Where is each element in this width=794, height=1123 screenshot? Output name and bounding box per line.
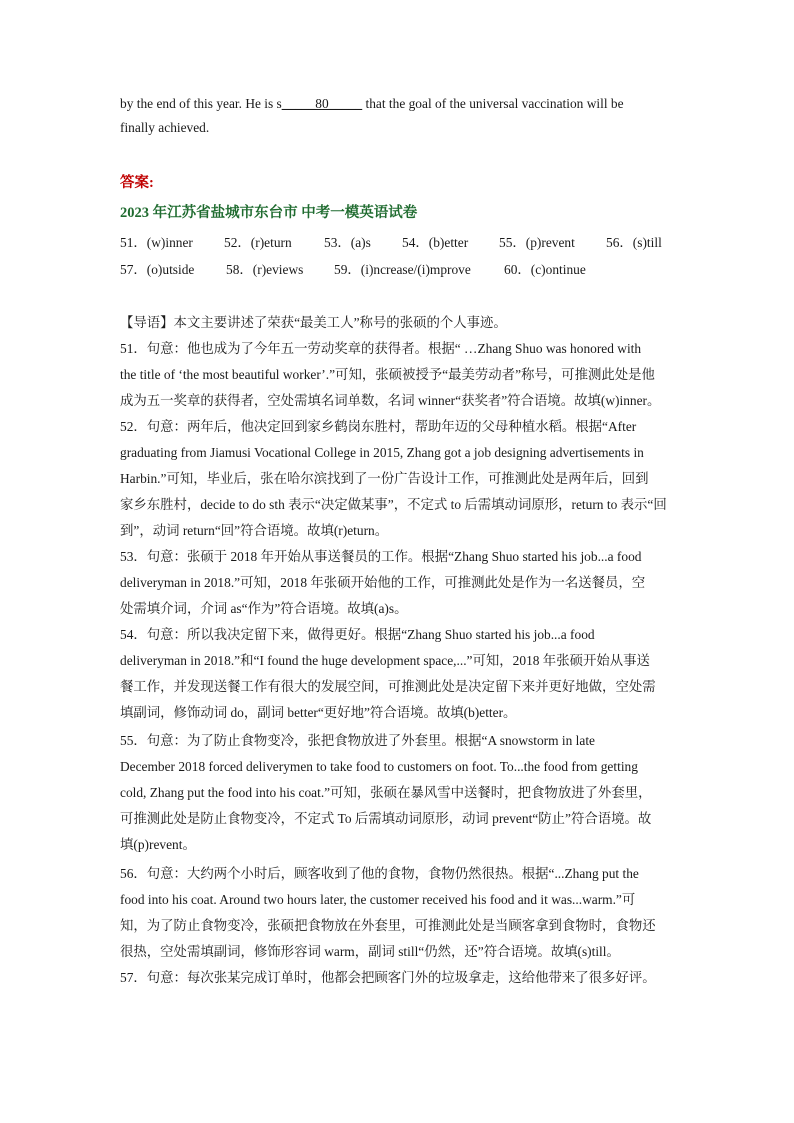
explanation-line: 知，为了防止食物变冷，张硕把食物放在外套里，可推测此处是当顾客拿到食物时，食物还: [120, 918, 656, 933]
explanation-line: 可推测此处是防止食物变冷，不定式 To 后需填动词原形，动词 prevent“防止”符合语境。故: [120, 811, 652, 826]
explanation-line: 52．句意：两年后，他决定回到家乡鹤岗东胜村，帮助年迈的父母种植水稻。根据“After: [120, 419, 637, 434]
explanation-line: 53．句意：张硕于 2018 年开始从事送餐员的工作。根据“Zhang Shuo started his job...a food: [120, 549, 642, 564]
answer-58: 58．(r)eviews: [226, 262, 304, 277]
answers-row-1: [120, 230, 680, 256]
answer-56: 56．(s)till: [606, 235, 662, 250]
exam-title: 2023 年江苏省盐城市东台市 中考一模英语试卷: [120, 205, 418, 221]
explanation-line: deliveryman in 2018.”可知，2018 年张硕开始他的工作，可推测此处是作为一名送餐员，空: [120, 575, 646, 590]
answer-54: 54．(b)etter: [402, 235, 469, 250]
explanation-line: 【导语】本文主要讲述了荣获“最美工人”称号的张硕的个人事迹。: [120, 315, 507, 330]
answer-59: 59．(i)ncrease/(i)mprove: [334, 262, 471, 277]
explanation-line: cold, Zhang put the food into his coat.”可知，张硕在暴风雪中送餐时，把食物放进了外套里，: [120, 785, 652, 800]
explanation-line: 餐工作，并发现送餐工作有很大的发展空间，可推测此处是决定留下来并更好地做，空处需: [120, 679, 656, 694]
explanation-line: 55．句意：为了防止食物变冷，张把食物放进了外套里。根据“A snowstorm in late: [120, 733, 595, 748]
answers-row-2: [120, 257, 680, 283]
explanation-line: 家乡东胜村，decide to do sth 表示“决定做某事”，不定式 to 后需填动词原形，return to 表示“回: [120, 497, 667, 512]
answer-55: 55．(p)revent: [499, 235, 575, 250]
explanation-line: 成为五一奖章的获得者，空处需填名词单数，名词 winner“获奖者”符合语境。故填(w)inner。: [120, 393, 661, 408]
explanation-line: 处需填介词，介词 as“作为”符合语境。故填(a)s。: [120, 601, 408, 616]
explanation-line: 51．句意：他也成为了今年五一劳动奖章的获得者。根据“ …Zhang Shuo was honored with: [120, 341, 642, 356]
answer-heading: 答案:: [120, 175, 154, 191]
answer-60: 60．(c)ontinue: [504, 262, 586, 277]
explanation-line: 54．句意：所以我决定留下来，做得更好。根据“Zhang Shuo started his job...a food: [120, 627, 595, 642]
explanation-line: Harbin.”可知，毕业后，张在哈尔滨找到了一份广告设计工作，可推测此处是两年后，回到: [120, 471, 649, 486]
explanation-line: the title of ‘the most beautiful worker’.”可知，张硕被授予“最美劳动者”称号，可推测此处是他: [120, 367, 655, 382]
explanation-line: 填(p)revent。: [120, 837, 196, 852]
explanation-line: deliveryman in 2018.”和“I found the huge development space,...”可知，2018 年张硕开始从事送: [120, 653, 650, 668]
explanation-line: 56．句意：大约两个小时后，顾客收到了他的食物，食物仍然很热。根据“...Zhang put the: [120, 866, 639, 881]
passage-line-1: by the end of this year. He is s_____80_____ that the goal of the universal vaccination will be: [120, 96, 624, 111]
answer-52: 52．(r)eturn: [224, 235, 292, 250]
explanation-line: food into his coat. Around two hours later, the customer received his food and it was...warm.”可: [120, 892, 636, 907]
explanation-line: December 2018 forced deliverymen to take food to customers on foot. To...the food from getting: [120, 759, 638, 774]
answer-53: 53．(a)s: [324, 235, 371, 250]
explanation-line: 很热，空处需填副词，修饰形容词 warm，副词 still“仍然，还”符合语境。故填(s)till。: [120, 944, 620, 959]
explanation-line: 到”，动词 return“回”符合语境。故填(r)eturn。: [120, 523, 389, 538]
explanation-line: graduating from Jiamusi Vocational College in 2015, Zhang got a job designing advertisements in: [120, 445, 644, 460]
answer-51: 51．(w)inner: [120, 235, 193, 250]
explanation-line: 57．句意：每次张某完成订单时，他都会把顾客门外的垃圾拿走，这给他带来了很多好评。: [120, 970, 656, 985]
blank-80: _____80_____: [281, 96, 363, 111]
explanation-line: 填副词，修饰动词 do，副词 better“更好地”符合语境。故填(b)etter。: [120, 705, 517, 720]
passage-line-2: finally achieved.: [120, 120, 210, 135]
answer-57: 57．(o)utside: [120, 262, 195, 277]
